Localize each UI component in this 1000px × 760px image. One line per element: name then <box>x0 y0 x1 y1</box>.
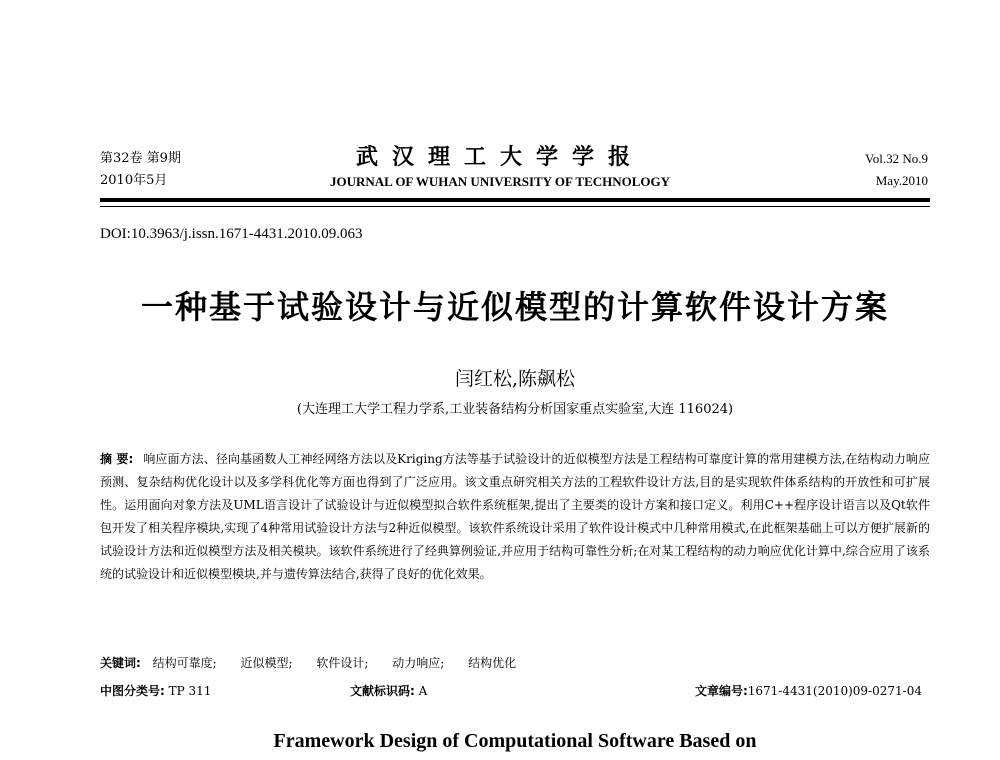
keyword-item: 动力响应; <box>392 656 445 670</box>
abstract-label: 摘 要: <box>100 452 134 466</box>
article-number-label: 文章编号: <box>694 684 748 698</box>
document-code <box>350 682 427 699</box>
journal-name-en: JOURNAL OF WUHAN UNIVERSITY OF TECHNOLOGY <box>329 174 671 189</box>
authors: 闫红松,陈飙松 <box>454 368 576 390</box>
document-code-label: 文献标识码: <box>350 684 415 698</box>
issue-date-en: May.2010 <box>875 173 928 188</box>
keyword-item: 近似模型; <box>240 656 293 670</box>
paper-title: 一种基于试验设计与近似模型的计算软件设计方案 <box>140 288 889 326</box>
keyword-item: 软件设计; <box>316 656 369 670</box>
issue-date: 2010年5月 <box>100 173 168 188</box>
clc-label: 中图分类号: <box>100 684 165 698</box>
clc-number <box>100 682 211 699</box>
journal-name-cn: 武汉理工大学学报 <box>355 144 644 170</box>
header-rule-thin <box>100 206 930 207</box>
header-rule-thick <box>100 198 930 202</box>
keyword-item: 结构可靠度; <box>152 656 217 670</box>
affiliation: (大连理工大学工程力学系,工业装备结构分析国家重点实验室,大连 116024) <box>296 402 734 417</box>
keywords <box>100 654 536 671</box>
document-code-value: A <box>418 684 428 698</box>
header-right <box>865 148 928 192</box>
english-title: Framework Design of Computational Software Based on <box>273 730 757 752</box>
volume-issue: 第32卷 第9期 <box>100 151 181 166</box>
article-number <box>695 682 922 699</box>
article-number-value: 1671-4431(2010)09-0271-04 <box>747 684 922 698</box>
keywords-label: 关键词: <box>100 656 141 670</box>
clc-value: TP 311 <box>168 684 212 698</box>
volume-issue-en: Vol.32 No.9 <box>865 151 928 166</box>
journal-masthead <box>270 144 730 190</box>
doi: DOI:10.3963/j.issn.1671-4431.2010.09.063 <box>100 226 363 242</box>
header-left <box>100 148 181 192</box>
abstract-text: 响应面方法、径向基函数人工神经网络方法以及Kriging方法等基于试验设计的近似模型方法是工程结构可靠度计算的常用建模方法,在结构动力响应预测、复杂结构优化设计以及多学科优化等方面也得到了广泛应用。该文重点研究相关方法的工程软件设计方法,目的是实现软件体系结构的开放性和可扩展性。运用面向对象方法及UML语言设计了试验设计与近似模型拟合软件系统框架,提出了主要类的设计方案和接口定义。利用C++程序设计语言以及Qt软件包开发了相关程序模块,实现了4种常用试验设计方法与2种近似模型。该软件系统设计采用了软件设计模式中几种常用模式,在此框架基础上可以方便扩展新的试验设计方法和近似模型方法及相关模块。该软件系统进行了经典算例验证,并应用于结构可靠性分析;在对某工程结构的动力响应优化计算中,综合应用了该系统的试验设计和近似模型模块,并与遗传算法结合,获得了良好的优化效果。 <box>100 452 930 581</box>
abstract <box>100 448 930 586</box>
keyword-item: 结构优化 <box>468 656 517 670</box>
